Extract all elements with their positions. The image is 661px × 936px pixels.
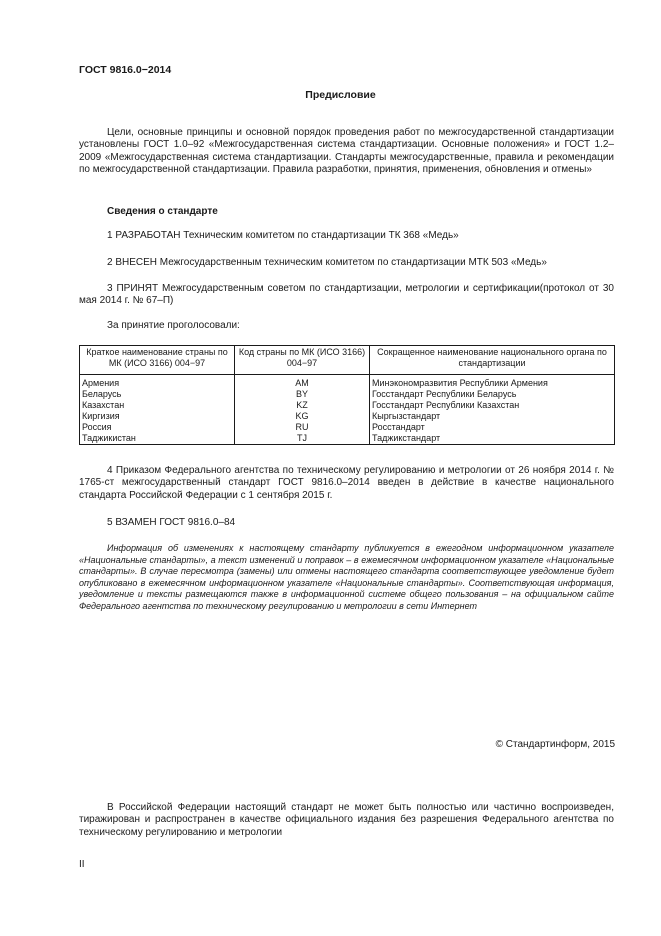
table-row: [80, 375, 615, 390]
standards-body: Минэкономразвития Республики Армения: [370, 375, 615, 390]
intro-paragraph: Цели, основные принципы и основной порядок проведения работ по межгосударственной стандартизации установлены ГОСТ 1.0–92 «Межгосударственная система стандартизации. Основные положения» и ГОСТ 1.2–2009 «Межгосударственная система стандартизации. Стандарты межгосударственные, правила и рекомендации по межгосударственной стандартизации. Правила разработки, принятия, применения, обновления и отмены»: [79, 127, 614, 176]
item-replaces: 5 ВЗАМЕН ГОСТ 9816.0–84: [107, 517, 236, 528]
item-developed: 1 РАЗРАБОТАН Техническим комитетом по стандартизации ТК 368 «Медь»: [107, 230, 459, 241]
table-row: [80, 411, 615, 422]
country-name: Беларусь: [80, 389, 235, 400]
country-name: Россия: [80, 422, 235, 433]
standards-body: Госстандарт Республики Казахстан: [370, 400, 615, 411]
country-name: Таджикистан: [80, 433, 235, 445]
country-code: RU: [235, 422, 370, 433]
country-name: Казахстан: [80, 400, 235, 411]
country-code: AM: [235, 375, 370, 390]
info-heading: Сведения о стандарте: [107, 206, 218, 217]
country-code: KZ: [235, 400, 370, 411]
item-introduced: 2 ВНЕСЕН Межгосударственным техническим комитетом по стандартизации МТК 503 «Медь»: [107, 257, 547, 268]
country-code: KG: [235, 411, 370, 422]
standards-body: Кыргызстандарт: [370, 411, 615, 422]
page-number: II: [79, 859, 85, 870]
table-row: [80, 433, 615, 445]
voting-table: [79, 345, 615, 445]
country-code: BY: [235, 389, 370, 400]
copyright: © Стандартинформ, 2015: [495, 739, 615, 750]
document-code-header: ГОСТ 9816.0−2014: [79, 64, 172, 76]
header-standards-body: Сокращенное наименование национального органа по стандартизации: [370, 346, 615, 375]
standards-body: Госстандарт Республики Беларусь: [370, 389, 615, 400]
table-row: [80, 389, 615, 400]
item-enacted: 4 Приказом Федерального агентства по техническому регулированию и метрологии от 26 ноября 2014 г. № 1765-ст межгосударственный стандарт ГОСТ 9816.0–2014 введен в действие в качестве национального стандарта Российской Федерации с 1 сентября 2015 г.: [79, 465, 614, 501]
header-country-code: Код страны по МК (ИСО 3166) 004−97: [235, 346, 370, 375]
table-row: [80, 400, 615, 411]
section-title: Предисловие: [305, 89, 376, 101]
country-name: Армения: [80, 375, 235, 390]
table-header-row: [80, 346, 615, 375]
changes-info-paragraph: Информация об изменениях к настоящему стандарту публикуется в ежегодном информационном указателе «Национальные стандарты», а текст изменений и поправок – в ежемесячном информационном указателе «Национальные стандарты». В случае пересмотра (замены) или отмены настоящего стандарта соответствующее уведомление будет опубликовано в ежемесячном информационном указателе «Национальные стандарты». Соответствующая информация, уведомление и тексты размещаются также в информационной системе общего пользования – на официальном сайте Федерального агентства по техническому регулированию и метрологии в сети Интернет: [79, 543, 614, 611]
header-country-name: Краткое наименование страны по МК (ИСО 3166) 004−97: [80, 346, 235, 375]
country-name: Киргизия: [80, 411, 235, 422]
country-code: TJ: [235, 433, 370, 445]
voted-label: За принятие проголосовали:: [107, 320, 240, 331]
standards-body: Росстандарт: [370, 422, 615, 433]
table-row: [80, 422, 615, 433]
standards-body: Таджикстандарт: [370, 433, 615, 445]
item-adopted: 3 ПРИНЯТ Межгосударственным советом по стандартизации, метрологии и сертификации(протокол от 30 мая 2014 г. № 67–П): [79, 283, 614, 307]
reproduction-notice: В Российской Федерации настоящий стандарт не может быть полностью или частично воспроизведен, тиражирован и распространен в качестве официального издания без разрешения Федерального агентства по техническому регулированию и метрологии: [79, 802, 614, 838]
